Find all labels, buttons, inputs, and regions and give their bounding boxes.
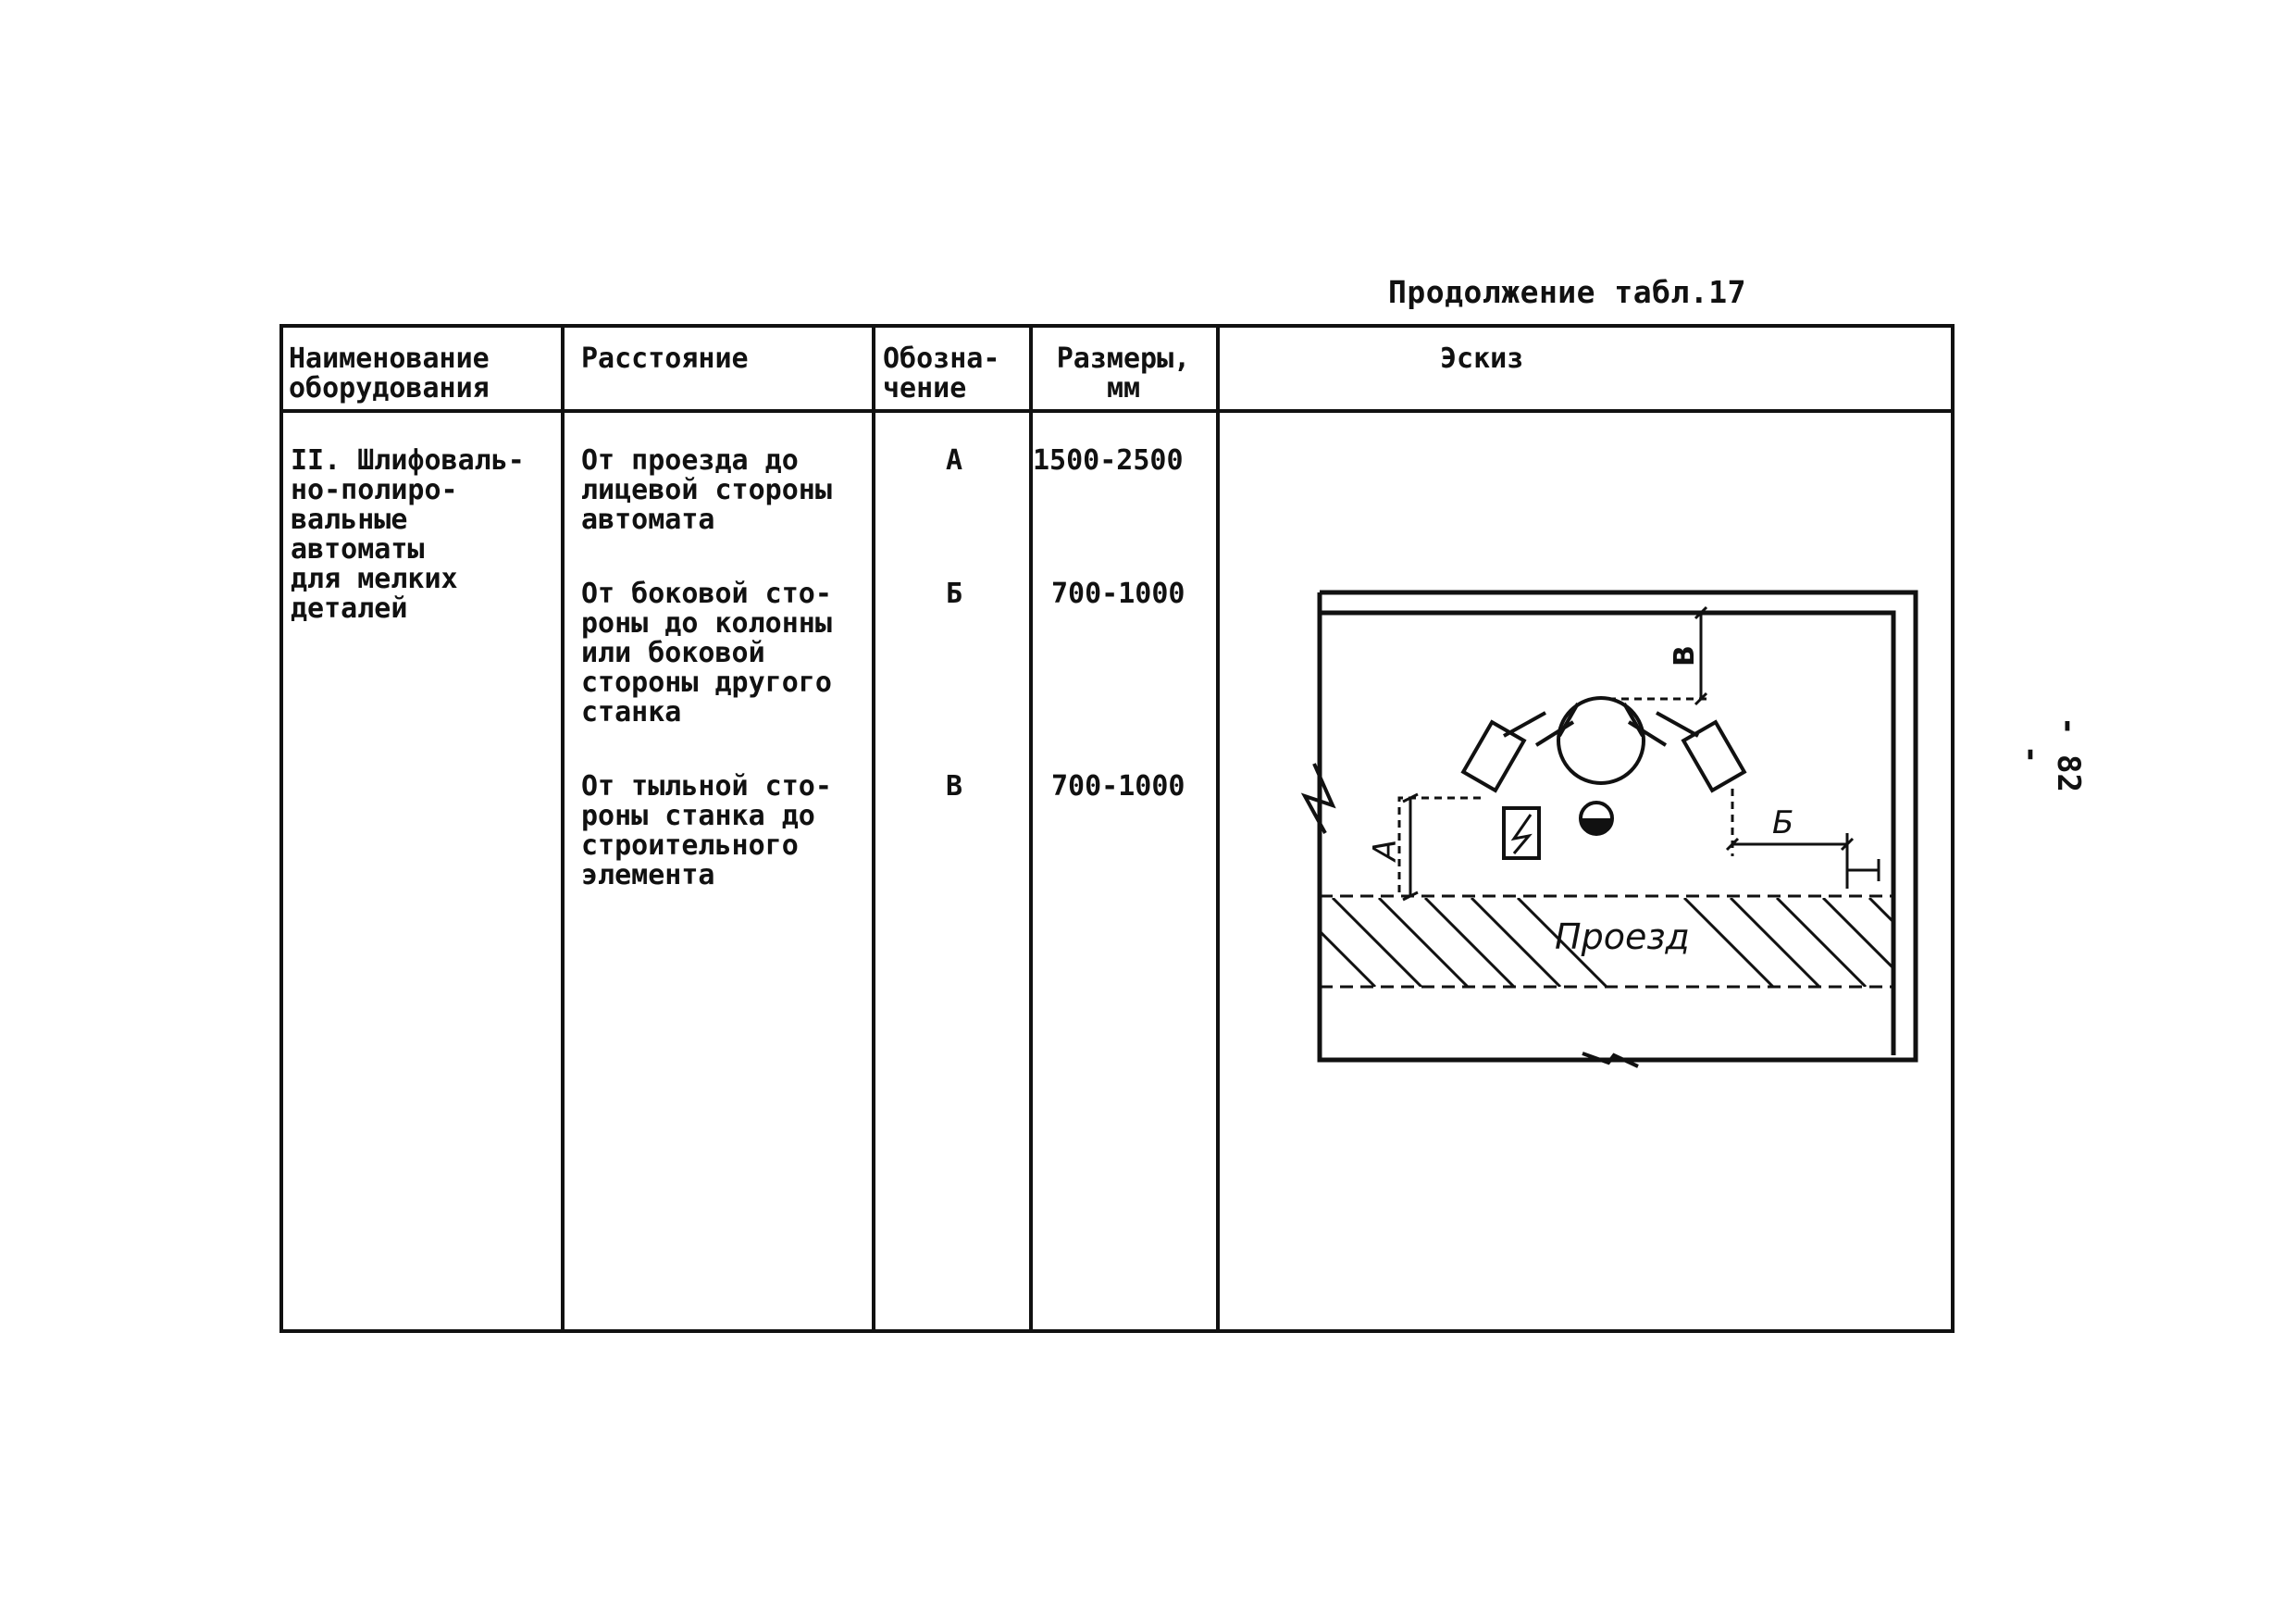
page-number: - 82 - — [2013, 716, 2087, 792]
dimension-a-label: А — [1367, 839, 1404, 861]
header-name: Наименование оборудования — [289, 342, 490, 405]
operator-position-icon — [1581, 803, 1612, 834]
equipment-name: II. Шлифоваль- но-полиро- вальные автоматы для мелких деталей — [291, 444, 525, 625]
dimension-a — [1399, 794, 1481, 900]
row-b-distance: От боковой сто- роны до колонны или боковой стороны другого станка — [581, 578, 832, 729]
header-sketch: Эскиз — [1440, 342, 1524, 375]
header-distance: Расстояние — [581, 342, 749, 375]
row-b-size: 700-1000 — [1051, 578, 1185, 610]
machine — [1463, 698, 1744, 791]
row-a-designation: А — [945, 444, 963, 477]
dimension-v-label: В — [1669, 645, 1701, 666]
dimension-b-label: Б — [1772, 804, 1794, 841]
row-v-distance: От тыльной сто- роны станка до строительного элемента — [581, 770, 832, 891]
row-a-distance: От проезда до лицевой стороны автомата — [581, 444, 832, 536]
control-panel-icon — [1504, 808, 1539, 858]
header-sizes: Размеры, мм — [1056, 342, 1191, 405]
row-b-designation: Б — [945, 578, 963, 610]
row-v-size: 700-1000 — [1051, 770, 1185, 803]
header-designation: Обозна- чение — [883, 342, 1000, 405]
row-a-size: 1500-2500 — [1033, 444, 1184, 477]
dimension-b — [1727, 789, 1879, 889]
row-v-designation: В — [945, 770, 963, 803]
passage-label: Проезд — [1555, 916, 1690, 957]
table-caption: Продолжение табл.17 — [1388, 274, 1746, 310]
